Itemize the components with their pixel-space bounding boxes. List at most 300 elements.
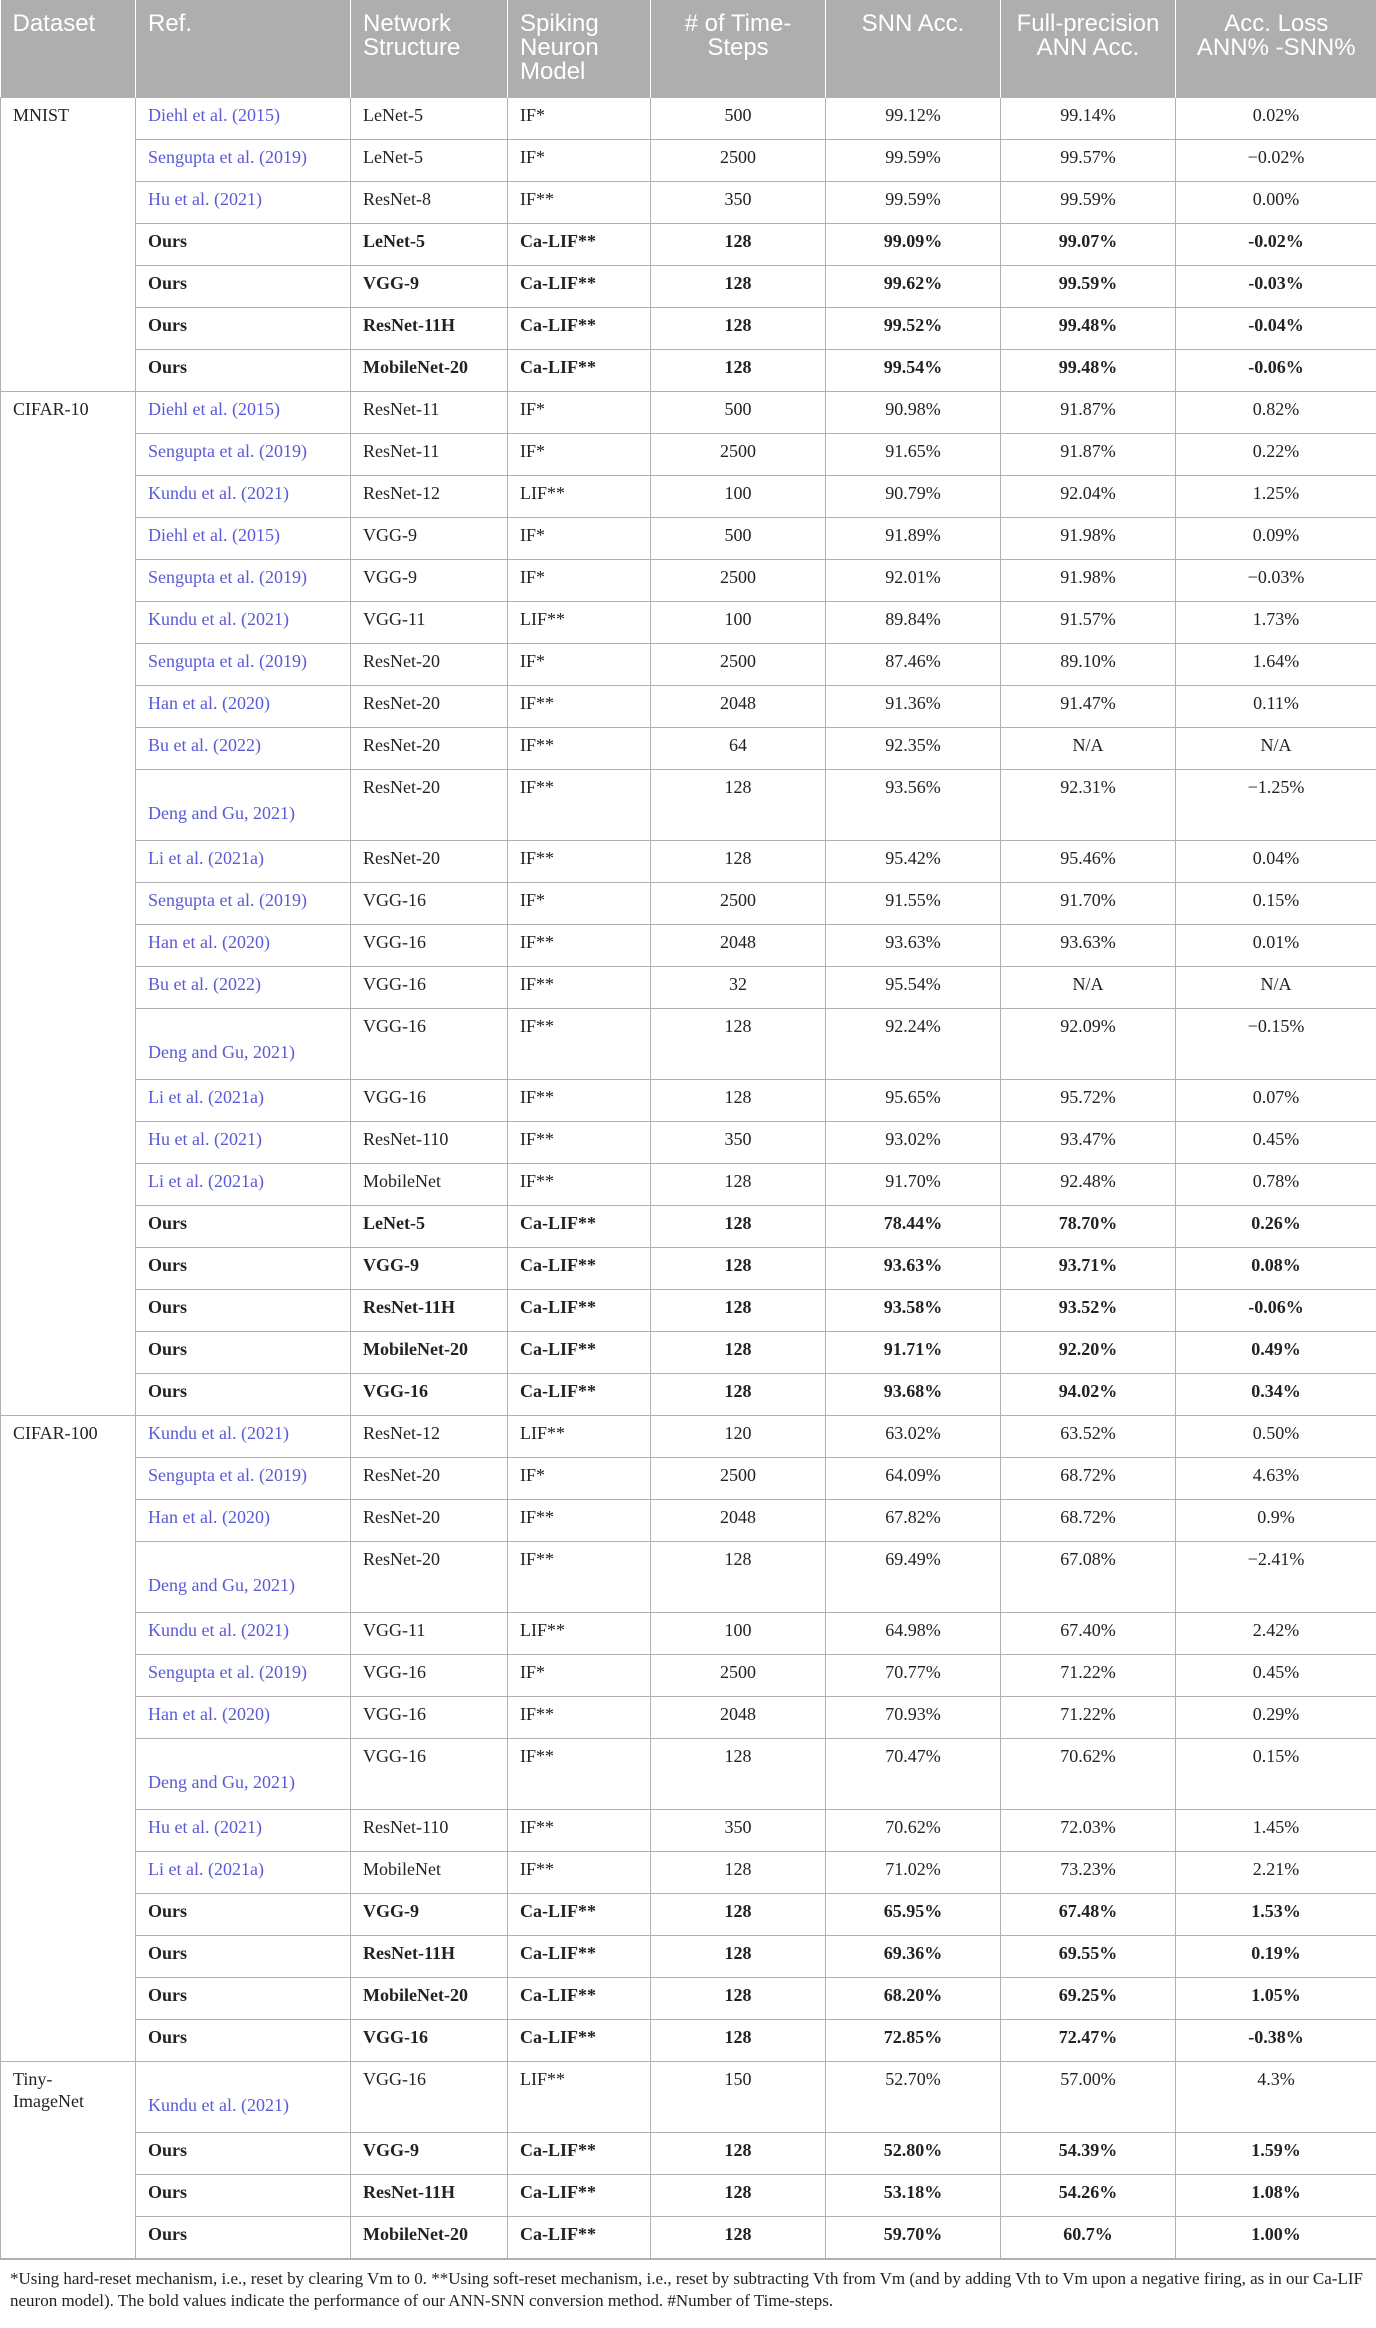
acc-loss-cell: 0.22% (1176, 433, 1376, 475)
table-row (1, 2132, 1376, 2174)
citation-link[interactable]: Sengupta et al. (2019) (148, 566, 307, 587)
neuron-model-cell: Ca-LIF** (508, 1977, 651, 2019)
acc-loss-cell: 0.15% (1176, 882, 1376, 924)
ann-acc-cell: N/A (1001, 727, 1176, 769)
header-ref: Ref. (136, 0, 351, 97)
citation-link[interactable]: Diehl et al. (2015) (148, 104, 280, 125)
acc-loss-cell: 0.07% (1176, 1079, 1376, 1121)
ref-cell (136, 1457, 351, 1499)
time-steps-cell: 2500 (651, 139, 826, 181)
snn-acc-cell: 99.59% (826, 139, 1001, 181)
table-row (1, 924, 1376, 966)
acc-loss-cell: −0.02% (1176, 139, 1376, 181)
network-cell: ResNet-20 (351, 1499, 508, 1541)
ann-acc-cell: 69.55% (1001, 1935, 1176, 1977)
neuron-model-cell: IF* (508, 517, 651, 559)
network-cell: ResNet-110 (351, 1809, 508, 1851)
acc-loss-cell: 1.64% (1176, 643, 1376, 685)
ann-acc-cell: 78.70% (1001, 1205, 1176, 1247)
citation-link[interactable]: Kundu et al. (2021) (148, 1422, 289, 1443)
acc-loss-cell: 0.26% (1176, 1205, 1376, 1247)
table-row (1, 882, 1376, 924)
snn-acc-cell: 93.58% (826, 1289, 1001, 1331)
snn-acc-cell: 71.02% (826, 1851, 1001, 1893)
ref-cell (136, 559, 351, 601)
citation-link[interactable]: Sengupta et al. (2019) (148, 440, 307, 461)
neuron-model-cell: Ca-LIF** (508, 2132, 651, 2174)
time-steps-cell: 128 (651, 2174, 826, 2216)
time-steps-cell: 500 (651, 391, 826, 433)
time-steps-cell: 128 (651, 349, 826, 391)
ann-acc-cell: 68.72% (1001, 1499, 1176, 1541)
citation-link[interactable]: Deng and Gu, 2021) (148, 802, 295, 823)
neuron-model-cell: IF* (508, 139, 651, 181)
table-row (1, 1163, 1376, 1205)
snn-acc-cell: 93.63% (826, 924, 1001, 966)
ann-acc-cell: 54.26% (1001, 2174, 1176, 2216)
network-cell: ResNet-12 (351, 1415, 508, 1457)
ref-cell (136, 1696, 351, 1738)
neuron-model-cell: Ca-LIF** (508, 1331, 651, 1373)
acc-loss-cell: 0.49% (1176, 1331, 1376, 1373)
acc-loss-cell: 0.19% (1176, 1935, 1376, 1977)
ref-cell (136, 1541, 351, 1612)
network-cell: ResNet-20 (351, 1541, 508, 1612)
network-cell: ResNet-20 (351, 840, 508, 882)
neuron-model-cell: Ca-LIF** (508, 2174, 651, 2216)
citation-link[interactable]: Hu et al. (2021) (148, 1816, 262, 1837)
acc-loss-cell: 0.09% (1176, 517, 1376, 559)
table-row (1, 2174, 1376, 2216)
network-cell: VGG-9 (351, 1893, 508, 1935)
table-row (1, 559, 1376, 601)
time-steps-cell: 128 (651, 1893, 826, 1935)
ref-cell (136, 643, 351, 685)
ref-cell: Ours (136, 1893, 351, 1935)
time-steps-cell: 350 (651, 1809, 826, 1851)
ann-acc-cell: 95.46% (1001, 840, 1176, 882)
snn-acc-cell: 99.52% (826, 307, 1001, 349)
acc-loss-cell: 0.78% (1176, 1163, 1376, 1205)
table-row (1, 840, 1376, 882)
time-steps-cell: 2500 (651, 882, 826, 924)
dataset-cell: Tiny-ImageNet (1, 2061, 136, 2258)
ann-acc-cell: 54.39% (1001, 2132, 1176, 2174)
citation-link[interactable]: Sengupta et al. (2019) (148, 889, 307, 910)
acc-loss-cell: -0.03% (1176, 265, 1376, 307)
acc-loss-cell: 0.82% (1176, 391, 1376, 433)
citation-link[interactable]: Bu et al. (2022) (148, 973, 261, 994)
time-steps-cell: 2500 (651, 433, 826, 475)
snn-acc-cell: 67.82% (826, 1499, 1001, 1541)
citation-link[interactable]: Sengupta et al. (2019) (148, 146, 307, 167)
snn-acc-cell: 89.84% (826, 601, 1001, 643)
dataset-cell: CIFAR-100 (1, 1415, 136, 2061)
ann-acc-cell: 67.48% (1001, 1893, 1176, 1935)
acc-loss-cell: 0.45% (1176, 1121, 1376, 1163)
ann-acc-cell: 72.47% (1001, 2019, 1176, 2061)
network-cell: LeNet-5 (351, 223, 508, 265)
ref-cell (136, 2061, 351, 2132)
ref-cell: Ours (136, 265, 351, 307)
ref-cell: Ours (136, 307, 351, 349)
table-row (1, 601, 1376, 643)
table-row (1, 643, 1376, 685)
network-cell: VGG-16 (351, 1008, 508, 1079)
neuron-model-cell: LIF** (508, 2061, 651, 2132)
neuron-model-cell: Ca-LIF** (508, 349, 651, 391)
network-cell: LeNet-5 (351, 139, 508, 181)
snn-acc-cell: 65.95% (826, 1893, 1001, 1935)
snn-acc-cell: 90.79% (826, 475, 1001, 517)
network-cell: VGG-11 (351, 1612, 508, 1654)
citation-link[interactable]: Kundu et al. (2021) (148, 482, 289, 503)
neuron-model-cell: IF** (508, 1738, 651, 1809)
snn-acc-cell: 70.77% (826, 1654, 1001, 1696)
snn-acc-cell: 99.59% (826, 181, 1001, 223)
time-steps-cell: 128 (651, 223, 826, 265)
ref-cell (136, 391, 351, 433)
neuron-model-cell: IF* (508, 559, 651, 601)
neuron-model-cell: IF* (508, 1457, 651, 1499)
ann-acc-cell: 57.00% (1001, 2061, 1176, 2132)
ann-acc-cell: 89.10% (1001, 643, 1176, 685)
table-row (1, 391, 1376, 433)
network-cell: ResNet-11H (351, 307, 508, 349)
snn-acc-cell: 52.70% (826, 2061, 1001, 2132)
citation-link[interactable]: Sengupta et al. (2019) (148, 1661, 307, 1682)
ann-acc-cell: N/A (1001, 966, 1176, 1008)
ref-cell (136, 840, 351, 882)
table-row (1, 1893, 1376, 1935)
ref-cell (136, 882, 351, 924)
network-cell: ResNet-20 (351, 727, 508, 769)
network-cell: ResNet-110 (351, 1121, 508, 1163)
ann-acc-cell: 93.71% (1001, 1247, 1176, 1289)
snn-acc-cell: 64.98% (826, 1612, 1001, 1654)
ann-acc-cell: 72.03% (1001, 1809, 1176, 1851)
acc-loss-cell: 1.08% (1176, 2174, 1376, 2216)
table-row (1, 139, 1376, 181)
network-cell: VGG-16 (351, 966, 508, 1008)
time-steps-cell: 128 (651, 1738, 826, 1809)
neuron-model-cell: IF** (508, 966, 651, 1008)
snn-acc-cell: 91.65% (826, 433, 1001, 475)
acc-loss-cell: N/A (1176, 727, 1376, 769)
time-steps-cell: 350 (651, 181, 826, 223)
citation-link[interactable]: Sengupta et al. (2019) (148, 650, 307, 671)
acc-loss-cell: 0.01% (1176, 924, 1376, 966)
ann-acc-cell: 91.98% (1001, 517, 1176, 559)
snn-acc-cell: 95.42% (826, 840, 1001, 882)
table-row (1, 97, 1376, 139)
citation-link[interactable]: Diehl et al. (2015) (148, 524, 280, 545)
network-cell: VGG-16 (351, 1654, 508, 1696)
network-cell: MobileNet-20 (351, 1977, 508, 2019)
citation-link[interactable]: Kundu et al. (2021) (148, 608, 289, 629)
ref-cell (136, 1499, 351, 1541)
snn-acc-cell: 64.09% (826, 1457, 1001, 1499)
citation-link[interactable]: Deng and Gu, 2021) (148, 1771, 295, 1792)
time-steps-cell: 2048 (651, 1499, 826, 1541)
network-cell: MobileNet-20 (351, 1331, 508, 1373)
time-steps-cell: 64 (651, 727, 826, 769)
ref-cell: Ours (136, 223, 351, 265)
network-cell: ResNet-11H (351, 2174, 508, 2216)
snn-acc-cell: 91.36% (826, 685, 1001, 727)
time-steps-cell: 128 (651, 265, 826, 307)
neuron-model-cell: LIF** (508, 601, 651, 643)
acc-loss-cell: 1.25% (1176, 475, 1376, 517)
citation-link[interactable]: Li et al. (2021a) (148, 1858, 264, 1879)
ref-cell (136, 1809, 351, 1851)
neuron-model-cell: IF** (508, 181, 651, 223)
time-steps-cell: 128 (651, 1331, 826, 1373)
table-row (1, 2019, 1376, 2061)
ref-cell: Ours (136, 1977, 351, 2019)
neuron-model-cell: IF** (508, 1851, 651, 1893)
acc-loss-cell: 1.00% (1176, 2216, 1376, 2258)
ref-cell (136, 1008, 351, 1079)
ref-cell: Ours (136, 2132, 351, 2174)
snn-acc-cell: 87.46% (826, 643, 1001, 685)
time-steps-cell: 128 (651, 2132, 826, 2174)
acc-loss-cell: 0.08% (1176, 1247, 1376, 1289)
header-ann-acc: Full-precision ANN Acc. (1001, 0, 1176, 97)
neuron-model-cell: IF** (508, 1121, 651, 1163)
acc-loss-cell: 4.3% (1176, 2061, 1376, 2132)
citation-link[interactable]: Han et al. (2020) (148, 692, 270, 713)
snn-acc-cell: 90.98% (826, 391, 1001, 433)
time-steps-cell: 128 (651, 1008, 826, 1079)
time-steps-cell: 100 (651, 475, 826, 517)
citation-link[interactable]: Sengupta et al. (2019) (148, 1464, 307, 1485)
acc-loss-cell: 0.50% (1176, 1415, 1376, 1457)
network-cell: VGG-11 (351, 601, 508, 643)
table-row (1, 2061, 1376, 2132)
neuron-model-cell: Ca-LIF** (508, 1373, 651, 1415)
table-row (1, 517, 1376, 559)
acc-loss-cell: 0.15% (1176, 1738, 1376, 1809)
snn-acc-cell: 72.85% (826, 2019, 1001, 2061)
acc-loss-cell: 0.11% (1176, 685, 1376, 727)
snn-acc-cell: 92.01% (826, 559, 1001, 601)
time-steps-cell: 2500 (651, 643, 826, 685)
time-steps-cell: 128 (651, 1289, 826, 1331)
network-cell: MobileNet-20 (351, 2216, 508, 2258)
ann-acc-cell: 92.20% (1001, 1331, 1176, 1373)
neuron-model-cell: Ca-LIF** (508, 1205, 651, 1247)
table-row (1, 1121, 1376, 1163)
snn-acc-cell: 93.63% (826, 1247, 1001, 1289)
citation-link[interactable]: Deng and Gu, 2021) (148, 1041, 295, 1062)
ref-cell (136, 1654, 351, 1696)
table-row (1, 685, 1376, 727)
citation-link[interactable]: Han et al. (2020) (148, 1506, 270, 1527)
ref-cell (136, 601, 351, 643)
ref-cell (136, 97, 351, 139)
citation-link[interactable]: Li et al. (2021a) (148, 1086, 264, 1107)
ann-acc-cell: 99.14% (1001, 97, 1176, 139)
neuron-model-cell: Ca-LIF** (508, 1289, 651, 1331)
neuron-model-cell: IF* (508, 882, 651, 924)
acc-loss-cell: 1.53% (1176, 1893, 1376, 1935)
time-steps-cell: 128 (651, 2216, 826, 2258)
network-cell: ResNet-11 (351, 391, 508, 433)
time-steps-cell: 128 (651, 840, 826, 882)
acc-loss-cell: 0.00% (1176, 181, 1376, 223)
time-steps-cell: 128 (651, 1935, 826, 1977)
table-row (1, 1696, 1376, 1738)
ref-cell (136, 1079, 351, 1121)
table-footnote: *Using hard-reset mechanism, i.e., reset by clearing Vm to 0. **Using soft-reset mechanism, i.e., reset by subtracting Vth from Vm (and by adding Vth to Vm upon a negative firing, as in our Ca-LIF neuron model). The bold values indicate the performance of our ANN-SNN conversion method. #Number of Time-steps. (0, 2259, 1376, 2320)
table-row (1, 769, 1376, 840)
ref-cell (136, 924, 351, 966)
acc-loss-cell: 0.9% (1176, 1499, 1376, 1541)
neuron-model-cell: Ca-LIF** (508, 2216, 651, 2258)
table-row (1, 1612, 1376, 1654)
time-steps-cell: 128 (651, 1163, 826, 1205)
snn-acc-cell: 99.12% (826, 97, 1001, 139)
header-acc-loss: Acc. Loss ANN% -SNN% (1176, 0, 1376, 97)
citation-link[interactable]: Kundu et al. (2021) (148, 2094, 289, 2115)
citation-link[interactable]: Hu et al. (2021) (148, 1128, 262, 1149)
snn-acc-cell: 63.02% (826, 1415, 1001, 1457)
citation-link[interactable]: Li et al. (2021a) (148, 1170, 264, 1191)
ann-acc-cell: 60.7% (1001, 2216, 1176, 2258)
ann-acc-cell: 99.07% (1001, 223, 1176, 265)
citation-link[interactable]: Han et al. (2020) (148, 1703, 270, 1724)
ann-acc-cell: 99.59% (1001, 181, 1176, 223)
ref-cell (136, 433, 351, 475)
ann-acc-cell: 71.22% (1001, 1696, 1176, 1738)
acc-loss-cell: -0.06% (1176, 349, 1376, 391)
ann-acc-cell: 71.22% (1001, 1654, 1176, 1696)
time-steps-cell: 128 (651, 1541, 826, 1612)
table-body (1, 97, 1376, 2258)
neuron-model-cell: IF** (508, 1079, 651, 1121)
table-row (1, 349, 1376, 391)
neuron-model-cell: Ca-LIF** (508, 307, 651, 349)
header-snn-acc: SNN Acc. (826, 0, 1001, 97)
table-row (1, 181, 1376, 223)
ref-cell: Ours (136, 2174, 351, 2216)
acc-loss-cell: 0.29% (1176, 1696, 1376, 1738)
neuron-model-cell: Ca-LIF** (508, 1935, 651, 1977)
network-cell: VGG-9 (351, 2132, 508, 2174)
ann-acc-cell: 93.63% (1001, 924, 1176, 966)
network-cell: VGG-16 (351, 2019, 508, 2061)
ann-acc-cell: 91.57% (1001, 601, 1176, 643)
citation-link[interactable]: Han et al. (2020) (148, 931, 270, 952)
ann-acc-cell: 99.48% (1001, 349, 1176, 391)
neuron-model-cell: Ca-LIF** (508, 1893, 651, 1935)
snn-acc-cell: 70.47% (826, 1738, 1001, 1809)
table-row (1, 1654, 1376, 1696)
ref-cell (136, 1612, 351, 1654)
time-steps-cell: 128 (651, 1977, 826, 2019)
citation-link[interactable]: Bu et al. (2022) (148, 734, 261, 755)
citation-link[interactable]: Kundu et al. (2021) (148, 1619, 289, 1640)
table-row (1, 1499, 1376, 1541)
snn-acc-cell: 99.54% (826, 349, 1001, 391)
snn-acc-cell: 95.65% (826, 1079, 1001, 1121)
network-cell: MobileNet (351, 1851, 508, 1893)
neuron-model-cell: Ca-LIF** (508, 265, 651, 307)
time-steps-cell: 2048 (651, 1696, 826, 1738)
acc-loss-cell: N/A (1176, 966, 1376, 1008)
ann-acc-cell: 92.31% (1001, 769, 1176, 840)
citation-link[interactable]: Diehl et al. (2015) (148, 398, 280, 419)
table-row (1, 727, 1376, 769)
table-row (1, 307, 1376, 349)
citation-link[interactable]: Hu et al. (2021) (148, 188, 262, 209)
snn-acc-cell: 92.24% (826, 1008, 1001, 1079)
neuron-model-cell: IF* (508, 433, 651, 475)
dataset-cell: MNIST (1, 97, 136, 391)
snn-acc-cell: 95.54% (826, 966, 1001, 1008)
table-row (1, 1457, 1376, 1499)
acc-loss-cell: −2.41% (1176, 1541, 1376, 1612)
ann-acc-cell: 67.08% (1001, 1541, 1176, 1612)
acc-loss-cell: -0.04% (1176, 307, 1376, 349)
header-network-structure: Network Structure (351, 0, 508, 97)
acc-loss-cell: −1.25% (1176, 769, 1376, 840)
ref-cell (136, 1163, 351, 1205)
network-cell: LeNet-5 (351, 97, 508, 139)
ref-cell (136, 1851, 351, 1893)
time-steps-cell: 128 (651, 1373, 826, 1415)
ref-cell: Ours (136, 1373, 351, 1415)
neuron-model-cell: IF** (508, 924, 651, 966)
acc-loss-cell: -0.06% (1176, 1289, 1376, 1331)
ref-cell: Ours (136, 349, 351, 391)
ref-cell (136, 181, 351, 223)
table-row (1, 1809, 1376, 1851)
time-steps-cell: 500 (651, 517, 826, 559)
ann-acc-cell: 92.09% (1001, 1008, 1176, 1079)
table-row (1, 1373, 1376, 1415)
table-row (1, 1541, 1376, 1612)
snn-acc-cell: 69.36% (826, 1935, 1001, 1977)
ref-cell (136, 769, 351, 840)
time-steps-cell: 120 (651, 1415, 826, 1457)
network-cell: VGG-16 (351, 1696, 508, 1738)
table-row (1, 1247, 1376, 1289)
citation-link[interactable]: Li et al. (2021a) (148, 847, 264, 868)
acc-loss-cell: 1.59% (1176, 2132, 1376, 2174)
table-row (1, 223, 1376, 265)
table-row (1, 1851, 1376, 1893)
neuron-model-cell: Ca-LIF** (508, 1247, 651, 1289)
header-dataset: Dataset (1, 0, 136, 97)
neuron-model-cell: LIF** (508, 1415, 651, 1457)
ref-cell: Ours (136, 2019, 351, 2061)
table-row (1, 1008, 1376, 1079)
time-steps-cell: 2500 (651, 1654, 826, 1696)
citation-link[interactable]: Deng and Gu, 2021) (148, 1574, 295, 1595)
header-time-steps: # of Time-Steps (651, 0, 826, 97)
ann-acc-cell: 92.04% (1001, 475, 1176, 517)
neuron-model-cell: IF** (508, 727, 651, 769)
time-steps-cell: 32 (651, 966, 826, 1008)
neuron-model-cell: IF** (508, 1541, 651, 1612)
time-steps-cell: 128 (651, 769, 826, 840)
network-cell: ResNet-20 (351, 643, 508, 685)
network-cell: ResNet-20 (351, 1457, 508, 1499)
network-cell: VGG-16 (351, 1738, 508, 1809)
table-row (1, 433, 1376, 475)
